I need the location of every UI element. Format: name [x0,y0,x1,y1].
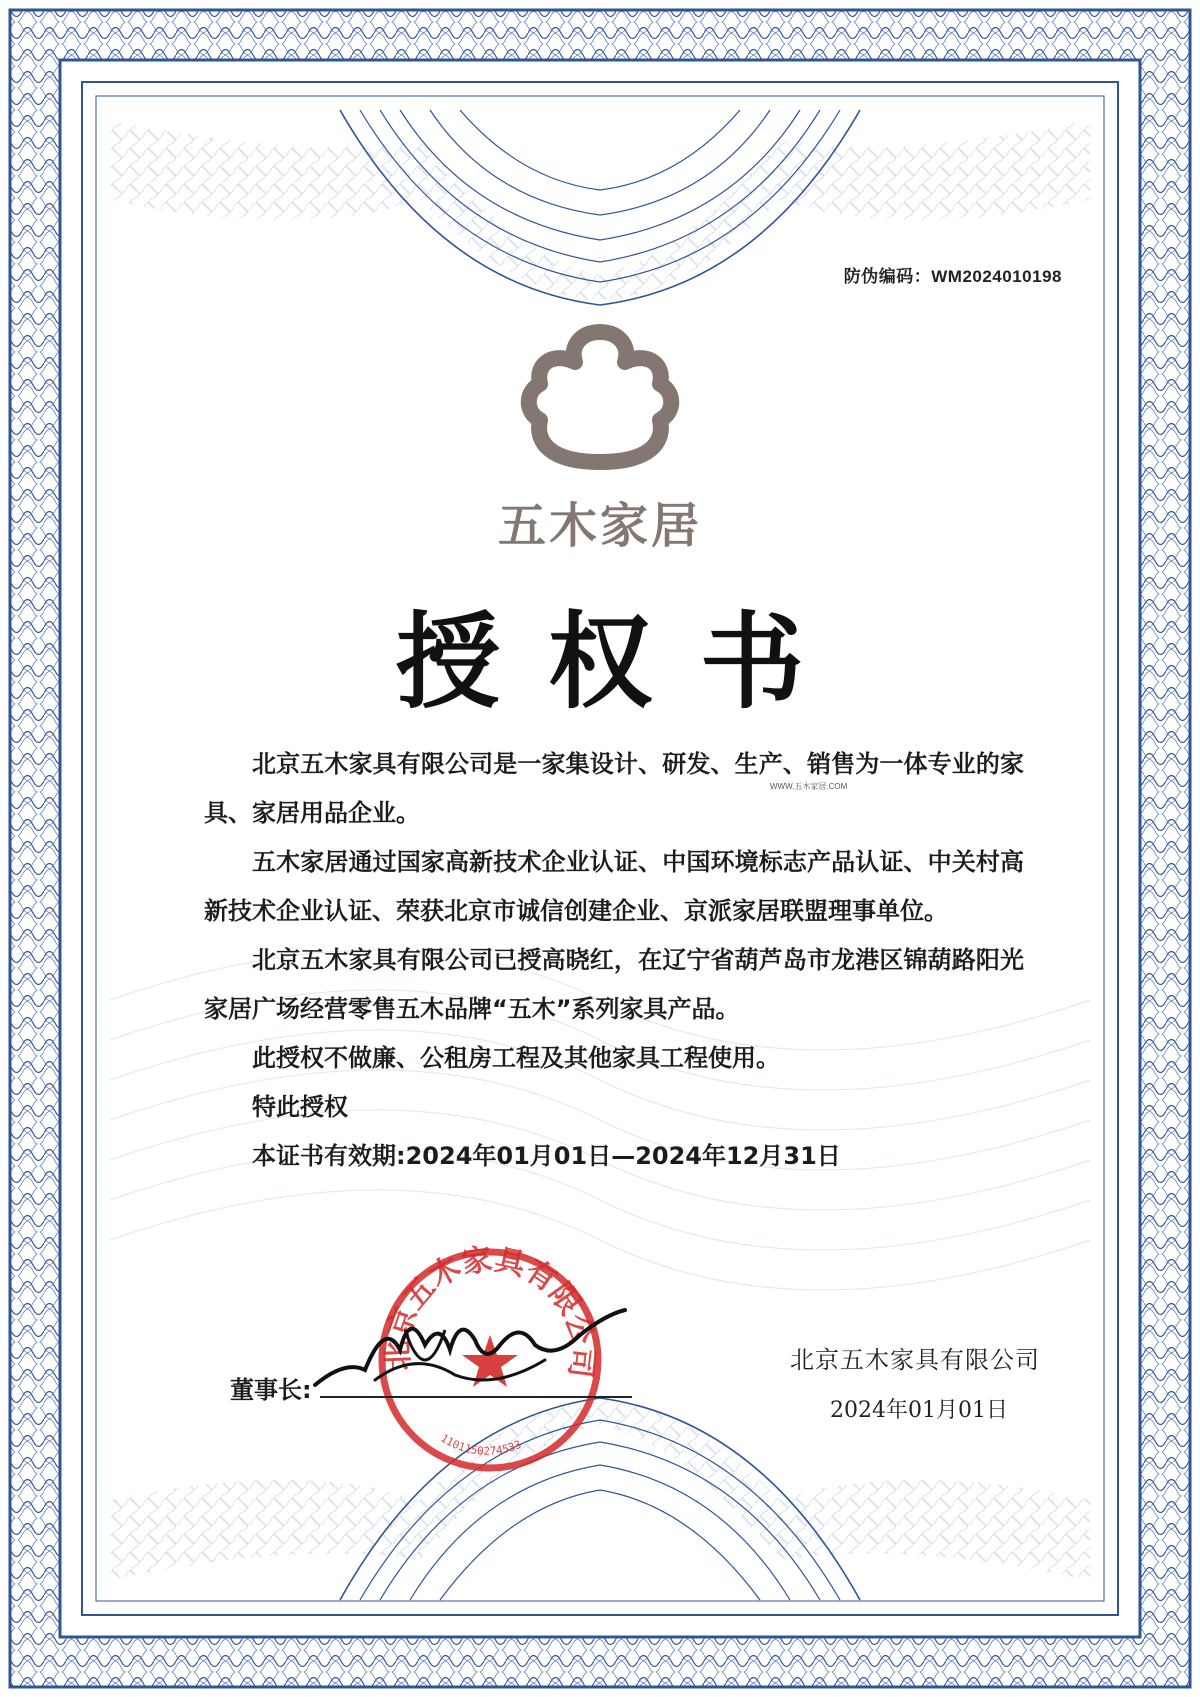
seal-number: 1101150274533 [438,1431,524,1458]
flower-frame-logo-icon [500,322,700,472]
chairman-label: 董事长: [230,1376,312,1404]
certificate-body [204,740,1024,1181]
issuer-company-name: 北京五木家具有限公司 [790,1346,1040,1374]
chairman-signature [305,1290,635,1410]
anti-counterfeit-label: 防伪编码： [843,267,932,286]
svg-text:1101150274533 [438,1432,523,1458]
brand-website: WWW.五木家居.COM [770,782,848,791]
paragraph-company-intro: 北京五木家具有限公司是一家集设计、研发、生产、销售为一体专业的家具、家居用品企业。 [204,750,1024,827]
issue-date: 2024年01月01日 [830,1398,1008,1423]
anti-counterfeit-code [844,262,1062,287]
page-title: 授权书 [395,600,852,723]
paragraph-validity: 本证书有效期:2024年01月01日—2024年12月31日 [252,1142,841,1170]
brand-name: 五木家居 [497,498,702,554]
paragraph-certifications: 五木家居通过国家高新技术企业认证、中国环境标志产品认证、中关村高新技术企业认证、荣获北京市诚信创建企业、京派家居联盟理事单位。 [204,848,1024,925]
signature-line [320,1396,632,1398]
paragraph-authorization: 北京五木家具有限公司已授高晓红，在辽宁省葫芦岛市龙港区锦葫路阳光家居广场经营零售五木品牌“五木”系列家具产品。 [204,946,1024,1023]
anti-counterfeit-value: WM2024010198 [931,267,1062,286]
paragraph-restriction: 此授权不做廉、公租房工程及其他家具工程使用。 [252,1044,780,1072]
paragraph-hereby: 特此授权 [252,1093,348,1121]
seal-text: 北京五木家具有限公司 [380,1241,601,1380]
